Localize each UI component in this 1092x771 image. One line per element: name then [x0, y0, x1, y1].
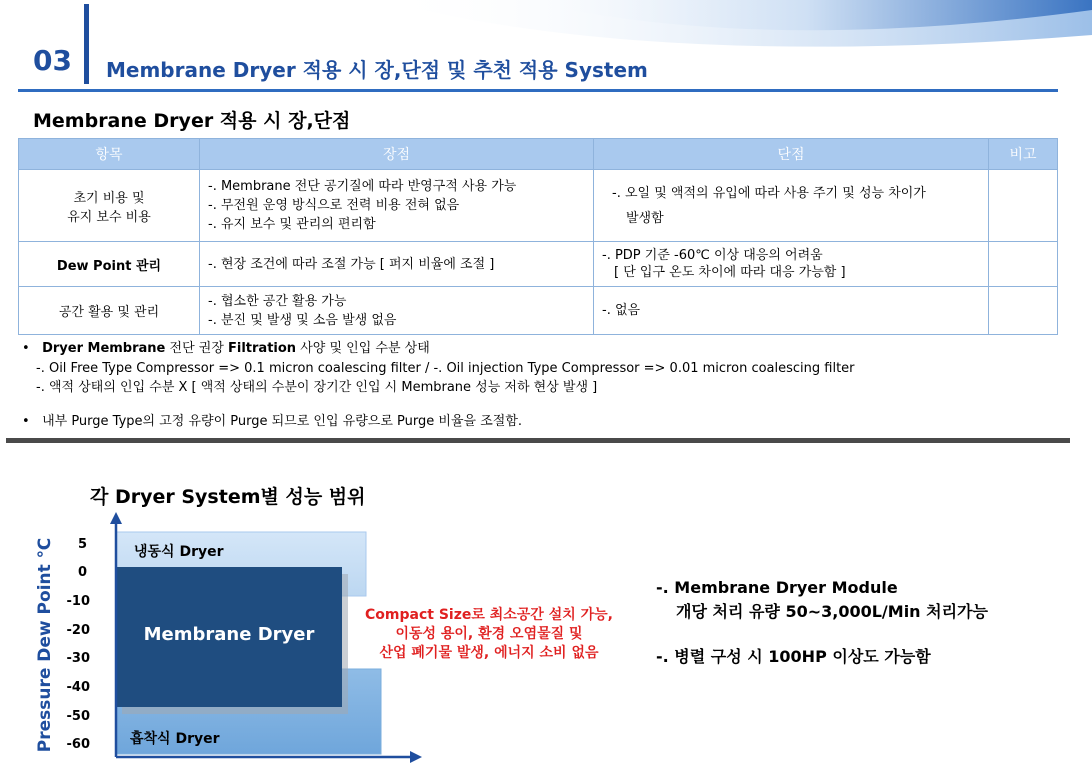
pros-line: -. 협소한 공간 활용 가능 — [208, 293, 347, 309]
pros-line: -. 분진 및 발생 및 소음 발생 없음 — [208, 312, 397, 328]
note-text: 사양 및 인입 수분 상태 — [296, 341, 430, 356]
remark-cell — [989, 170, 1058, 242]
annotation-line: 이동성 용이, 환경 오염물질 및 — [395, 626, 583, 642]
row-item-cell — [19, 242, 200, 287]
dryer-performance-diagram — [0, 505, 640, 771]
bullet-dot: • — [22, 341, 30, 356]
bullet-dot: • — [22, 414, 30, 429]
table-row — [19, 287, 1058, 335]
table-row — [19, 242, 1058, 287]
chart-title: 각 Dryer System별 성능 범위 — [90, 486, 366, 508]
remark-cell — [989, 287, 1058, 335]
column-header: 비고 — [989, 139, 1058, 170]
note-filter-line: -. Oil Free Type Compressor => 0.1 micron coalescing filter / -. Oil injection Type Compressor => 0.01 micron coalescing filter — [36, 361, 855, 376]
membrane-dryer-label: Membrane Dryer — [143, 624, 315, 645]
y-tick-label: -10 — [66, 594, 90, 609]
note-text: 전단 권장 — [165, 341, 229, 356]
pros-cell — [200, 170, 594, 242]
cons-cell — [594, 170, 989, 242]
cons-line: -. PDP 기준 -60℃ 이상 대응의 어려움 — [602, 248, 823, 263]
note-bold-text: Filtration — [228, 341, 297, 356]
note-text: 내부 Purge Type의 고정 유량이 Purge 되므로 인입 유량으로 Purge 비율을 조절함. — [42, 414, 523, 429]
y-tick-label: -20 — [66, 623, 90, 638]
pros-cell — [200, 242, 594, 287]
y-axis-label: Pressure Dew Point ℃ — [35, 537, 55, 753]
row-item-label: 초기 비용 및 — [73, 190, 145, 206]
column-header: 장점 — [200, 139, 594, 170]
cons-cell — [594, 242, 989, 287]
cons-line: -. 오일 및 액적의 유입에 따라 사용 주기 및 성능 차이가 — [612, 185, 926, 201]
header-underline — [18, 89, 1058, 92]
y-tick-label: -30 — [66, 651, 90, 666]
pros-line: -. 유지 보수 및 관리의 편리함 — [208, 217, 376, 232]
side-note-flow: 개당 처리 유량 50~3,000L/Min 처리가능 — [676, 602, 988, 621]
cons-line: 발생함 — [626, 210, 664, 226]
remark-cell — [989, 242, 1058, 287]
y-tick-label: 0 — [77, 565, 87, 580]
cons-line: [ 단 입구 온도 차이에 따라 대응 가능함 ] — [614, 265, 846, 280]
section-divider — [6, 438, 1070, 443]
y-tick-label: 5 — [77, 537, 87, 552]
pros-line: -. Membrane 전단 공기질에 따라 반영구적 사용 가능 — [208, 179, 517, 194]
row-item-label: 공간 활용 및 관리 — [58, 305, 160, 320]
side-note-module: -. Membrane Dryer Module — [656, 578, 898, 597]
pros-line: -. 무전원 운영 방식으로 전력 비용 전혀 없음 — [208, 198, 460, 213]
row-item-cell — [19, 287, 200, 335]
row-item-label: Dew Point 관리 — [56, 258, 162, 274]
section-number: 03 — [33, 44, 72, 77]
note-bullet-purge — [22, 410, 522, 429]
row-item-label: 유지 보수 비용 — [67, 209, 151, 225]
table-header-row — [19, 139, 1058, 170]
page-title: Membrane Dryer 적용 시 장,단점 및 추천 적용 System — [106, 58, 648, 82]
pros-line: -. 현장 조건에 따라 조절 가능 [ 퍼지 비율에 조절 ] — [208, 256, 495, 272]
annotation-line: Compact Size로 최소공간 설치 가능, — [365, 607, 613, 623]
note-bold-text: Dryer Membrane — [42, 341, 166, 356]
note-bullet-filtration — [22, 337, 430, 356]
side-note-parallel: -. 병렬 구성 시 100HP 이상도 가능함 — [656, 647, 931, 666]
cons-cell — [594, 287, 989, 335]
y-tick-label: -40 — [66, 680, 90, 695]
y-tick-label: -60 — [66, 737, 90, 752]
table-row — [19, 170, 1058, 242]
header-accent-bar — [84, 4, 89, 84]
note-moisture-line: -. 액적 상태의 인입 수분 X [ 액적 상태의 수분이 장기간 인입 시 Membrane 성능 저하 현상 발생 ] — [36, 380, 598, 395]
annotation-line: 산업 폐기물 발생, 에너지 소비 없음 — [379, 645, 599, 661]
section-title: Membrane Dryer 적용 시 장,단점 — [33, 110, 351, 132]
y-tick-label: -50 — [66, 709, 90, 724]
column-header: 항목 — [19, 139, 200, 170]
y-axis-arrow — [110, 512, 122, 524]
column-header: 단점 — [594, 139, 989, 170]
desiccant-dryer-label: 흡착식 Dryer — [130, 731, 220, 747]
refrigerated-dryer-label: 냉동식 Dryer — [134, 544, 224, 560]
x-axis-arrow — [410, 751, 422, 763]
pros-cell — [200, 287, 594, 335]
row-item-cell — [19, 170, 200, 242]
cons-line: -. 없음 — [602, 303, 641, 318]
comparison-table — [18, 138, 1058, 335]
